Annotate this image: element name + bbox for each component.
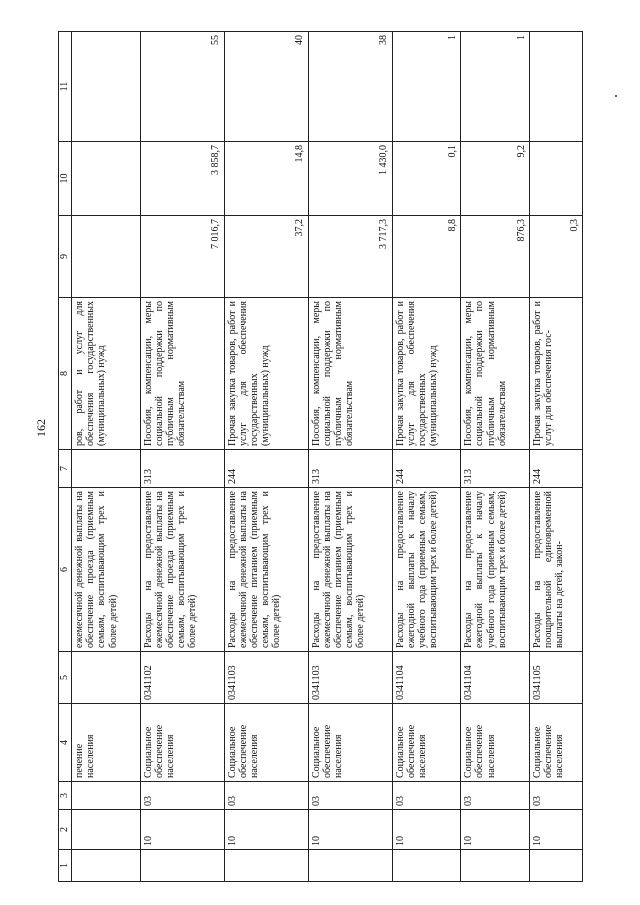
header-cell: 6 [59,488,72,652]
cell-expense-name: Прочая закупка товаров, работ и услуг для обеспечения государственных (муниципальных) нужд [392,298,461,450]
header-cell: 4 [59,704,72,782]
header-cell: 11 [59,32,72,142]
cell-col1 [308,850,392,882]
header-cell: 10 [59,142,72,216]
cell-col9 [72,216,141,298]
cell-subsection [72,782,141,810]
cell-col1 [72,850,141,882]
cell-subsection: 03 [224,782,308,810]
cell-expense-code: 313 [461,450,530,488]
header-cell: 8 [59,298,72,450]
cell-expense-code: 244 [529,450,582,488]
cell-col9: 7 016,7 [140,216,224,298]
cell-target-name: Расходы на предоставление ежегодной выплаты к началу учебного года (приемным семьям, воспитывающим трех и более детей) [461,488,530,652]
cell-section: 10 [224,810,308,850]
cell-col10: 1 430,0 [308,142,392,216]
cell-col1 [224,850,308,882]
cell-subsection: 03 [461,782,530,810]
cell-target-code: 0341105 [529,652,582,704]
table-row [72,32,141,882]
cell-col9: 0,3 [529,216,582,298]
cell-expense-name: Прочая закупка товаров, работ и услуг для обеспечения гос- [529,298,582,450]
cell-subsection-name: Социальное обеспечение населения [529,704,582,782]
cell-section: 10 [529,810,582,850]
cell-subsection-name: печение населения [72,704,141,782]
cell-target-name: Расходы на предоставление ежемесячной денежной выплаты на обеспечение питанием (приемным семьям, воспитывающим трех и более детей) [224,488,308,652]
cell-col1 [392,850,461,882]
header-cell: 7 [59,450,72,488]
cell-target-code: 0341103 [308,652,392,704]
cell-target-name: Расходы на предоставление ежемесячной денежной выплаты на обеспечение питанием (приемным семьям, воспитывающим трех и более детей) [308,488,392,652]
cell-col9: 37,2 [224,216,308,298]
table-row [529,32,582,882]
cell-target-name: Расходы на предоставление ежегодной выплаты к началу учебного года (приемным семьям, воспитывающим трех и более детей) [392,488,461,652]
table-row [461,32,530,882]
cell-target-code: 0341104 [461,652,530,704]
cell-subsection: 03 [529,782,582,810]
cell-expense-code: 244 [392,450,461,488]
cell-col11: 38 [308,32,392,142]
cell-col11 [72,32,141,142]
cell-subsection: 03 [308,782,392,810]
cell-target-code: 0341102 [140,652,224,704]
cell-section: 10 [308,810,392,850]
cell-expense-name: ров, работ и услуг для обеспечения государственных (муниципальных) нужд [72,298,141,450]
cell-col10: 3 858,7 [140,142,224,216]
table-row [392,32,461,882]
cell-col9: 8,8 [392,216,461,298]
header-cell: 1 [59,850,72,882]
cell-target-name: Расходы на предоставление поощрительной единовременной выплаты на детей, закон- [529,488,582,652]
cell-expense-name: Пособия, компенсации, меры социальной поддержки по публичным нормативным обязательствам [461,298,530,450]
cell-col11 [529,32,582,142]
table-row [140,32,224,882]
cell-col10: 14,8 [224,142,308,216]
cell-target-name: Расходы на предоставление ежемесячной денежной выплаты на обеспечение проезда (приемным семьям, воспитывающим трех и более детей) [140,488,224,652]
cell-expense-code: 313 [140,450,224,488]
header-cell: 9 [59,216,72,298]
budget-table [58,31,583,882]
cell-col9: 3 717,3 [308,216,392,298]
cell-col11: 1 [461,32,530,142]
cell-target-code: 0341103 [224,652,308,704]
cell-col10 [72,142,141,216]
cell-section [72,810,141,850]
cell-subsection: 03 [140,782,224,810]
cell-col1 [529,850,582,882]
cell-col11: 40 [224,32,308,142]
cell-expense-name: Пособия, компенсации, меры социальной поддержки по публичным нормативным обязательствам [140,298,224,450]
cell-col1 [461,850,530,882]
header-cell: 2 [59,810,72,850]
cell-col11: 55 [140,32,224,142]
cell-subsection-name: Социальное обеспечение населения [392,704,461,782]
cell-expense-name: Пособия, компенсации, меры социальной поддержки по публичным нормативным обязательствам [308,298,392,450]
cell-section: 10 [392,810,461,850]
table-row [224,32,308,882]
header-cell: 3 [59,782,72,810]
cell-col10: 9,2 [461,142,530,216]
cell-section: 10 [461,810,530,850]
cell-subsection-name: Социальное обеспечение населения [140,704,224,782]
cell-col10: 0,1 [392,142,461,216]
cell-expense-code: 244 [224,450,308,488]
cell-col9: 876,3 [461,216,530,298]
cell-col11: 1 [392,32,461,142]
cell-expense-code: 313 [308,450,392,488]
cell-target-code [72,652,141,704]
cell-col1 [140,850,224,882]
cell-target-code: 0341104 [392,652,461,704]
header-cell: 5 [59,652,72,704]
cell-expense-name: Прочая закупка товаров, работ и услуг для обеспечения государственных (муниципальных) нужд [224,298,308,450]
cell-subsection-name: Социальное обеспечение населения [461,704,530,782]
scan-dot [615,95,617,97]
cell-subsection-name: Социальное обеспечение населения [308,704,392,782]
cell-target-name: ежемесячной денежной выплаты на обеспечение проезда (приемным семьям, воспитывающим трех и более детей) [72,488,141,652]
page-number: 162 [34,419,48,437]
table-row [308,32,392,882]
cell-subsection: 03 [392,782,461,810]
cell-subsection-name: Социальное обеспечение населения [224,704,308,782]
header-row [59,32,72,882]
cell-section: 10 [140,810,224,850]
rotated-page [58,32,583,882]
cell-expense-code [72,450,141,488]
cell-col10 [529,142,582,216]
